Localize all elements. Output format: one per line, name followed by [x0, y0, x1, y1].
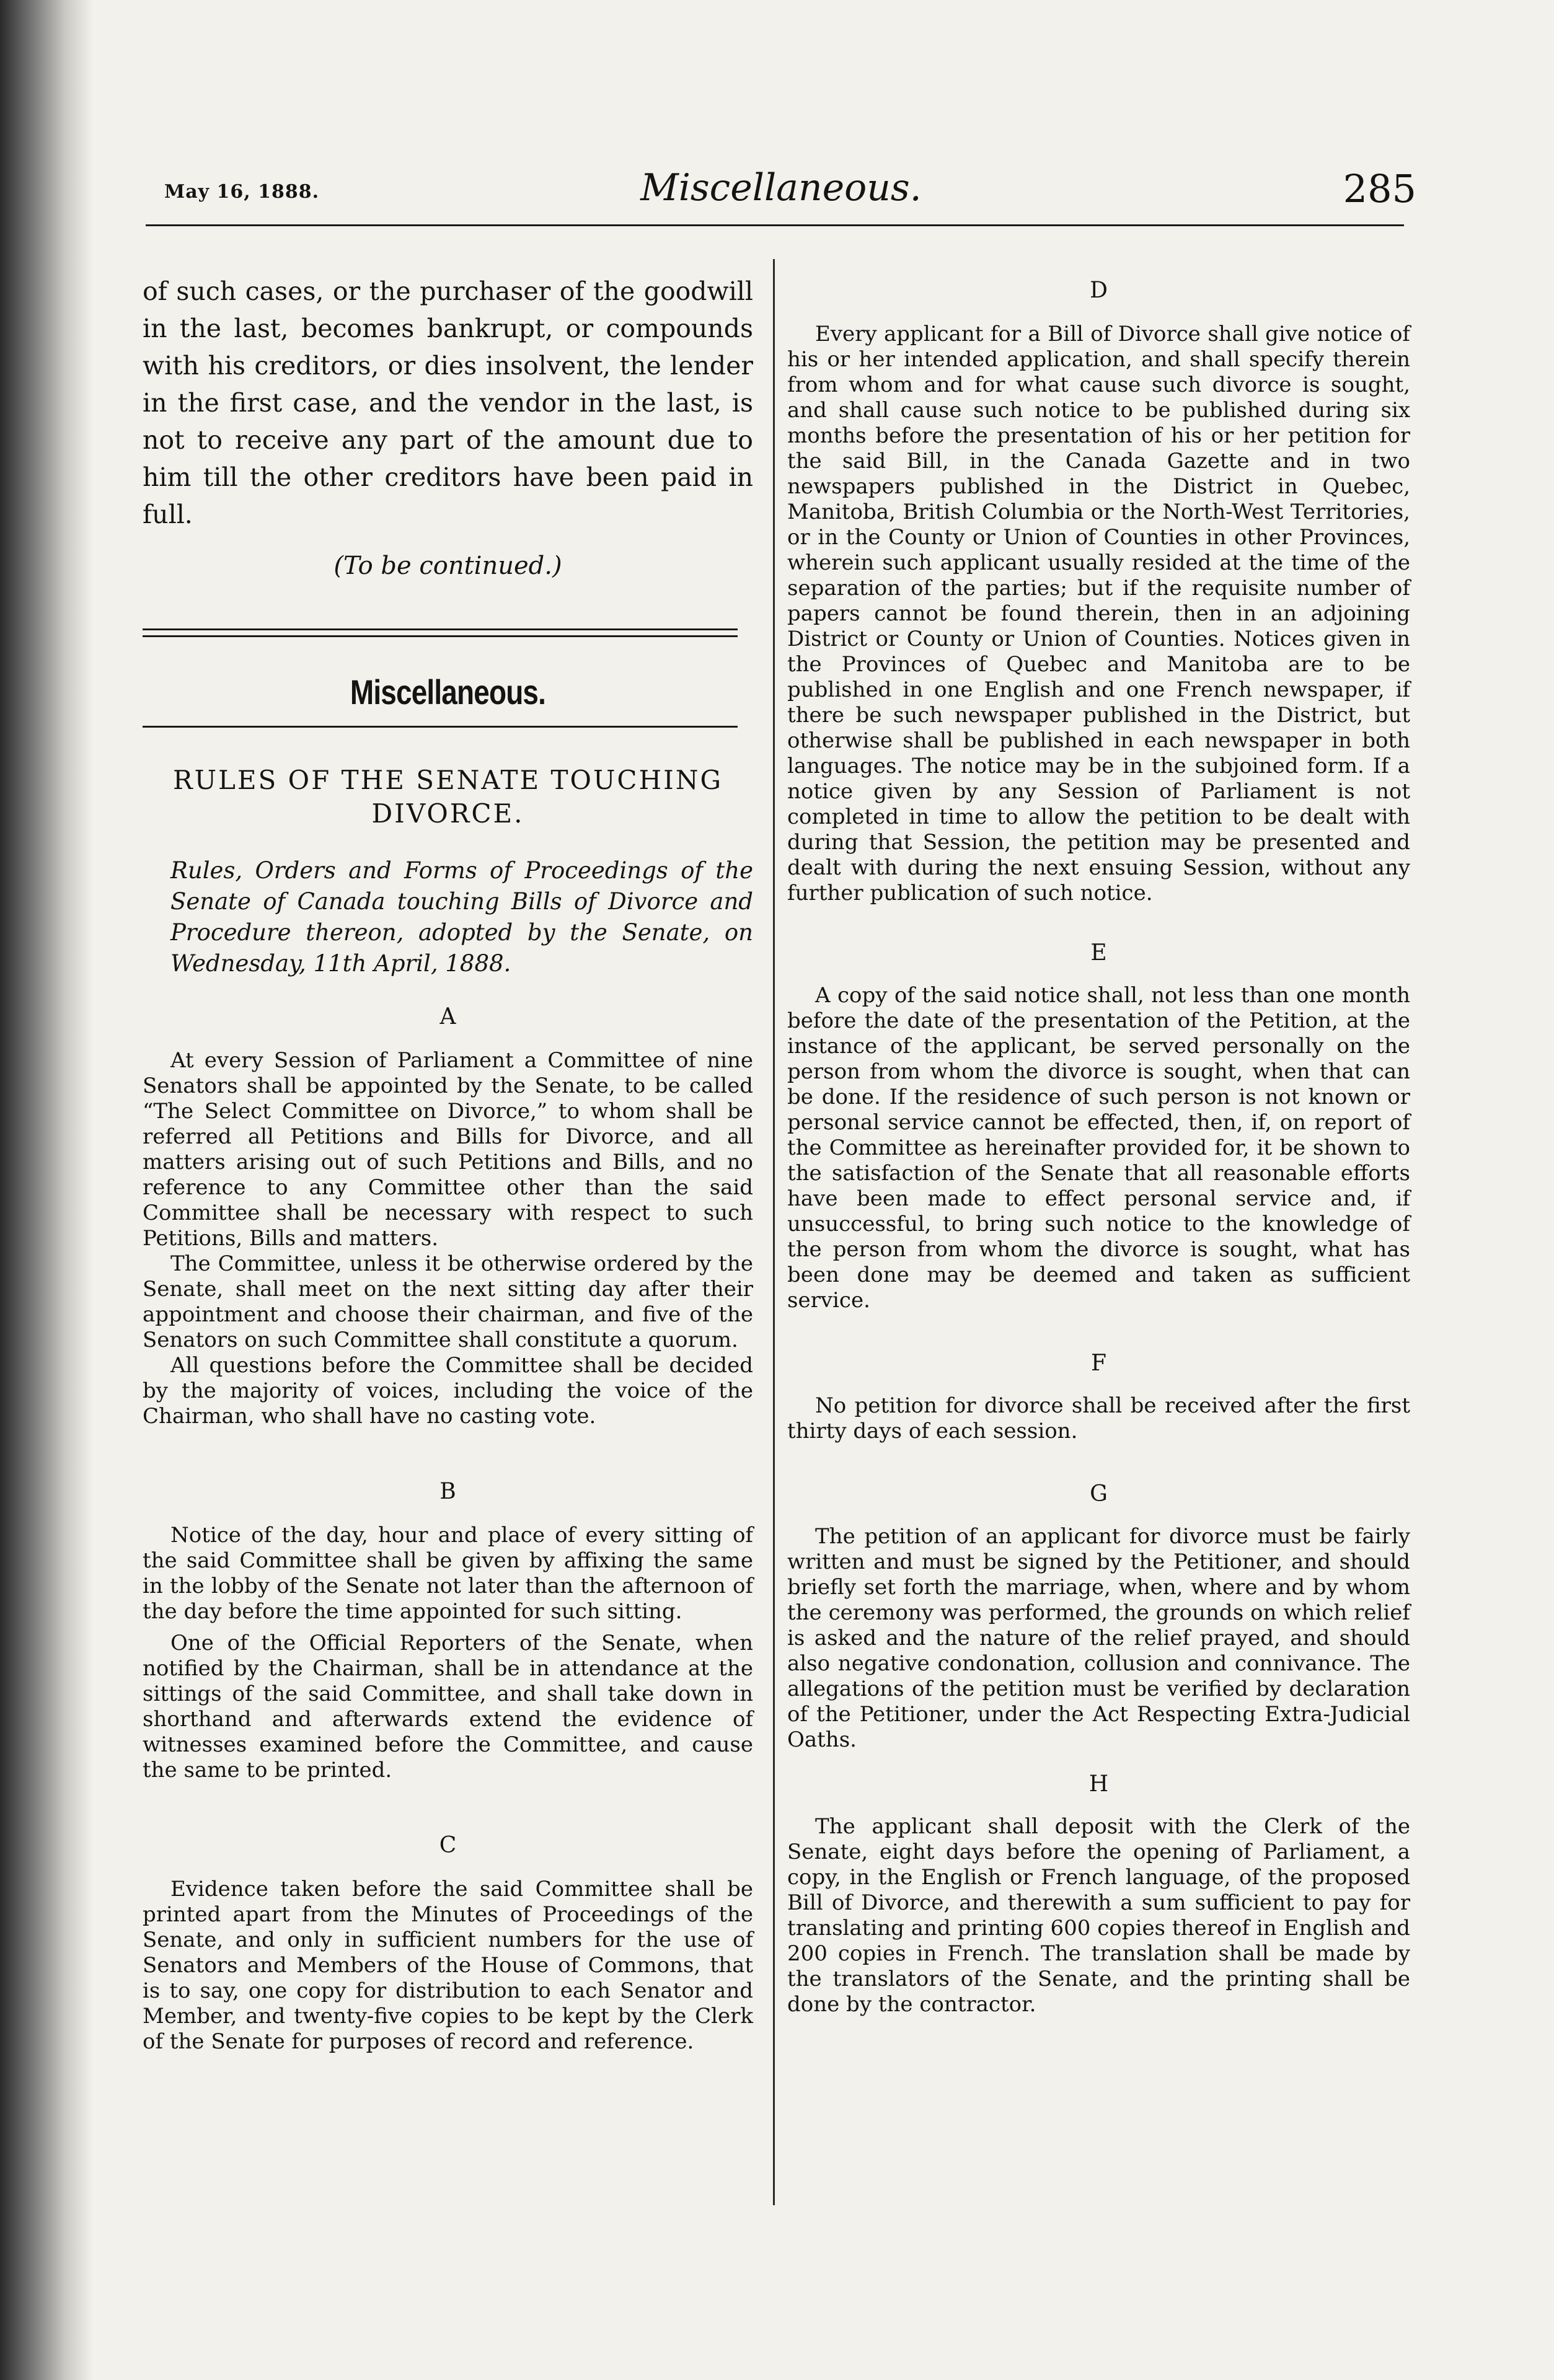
continued-paragraph: of such cases, or the purchaser of the goodwill in the last, becomes bankrupt, or compounds with his creditors, or dies insolvent, the lender in the first case, and the vendor in the last, is not to receive any part of the amount due to him till the other creditors have been paid in full. [143, 276, 753, 529]
article-subtitle: Rules, Orders and Forms of Proceedings of the Senate of Canada touching Bills of Divorce and Procedure thereon, adopted by the Senate, on Wednesday, 11th April, 1888. [170, 857, 753, 977]
section-f [787, 1393, 1410, 1444]
section-title: Miscellaneous. [350, 672, 546, 712]
section-b [143, 1523, 753, 1783]
title-rule [143, 726, 738, 728]
section-letter-c: C [439, 1833, 457, 1858]
section-h [787, 1814, 1410, 2017]
section-d [787, 322, 1410, 906]
section-g [787, 1524, 1410, 1753]
paragraph: The petition of an applicant for divorce must be fairly written and must be signed by the Petitioner, and should briefly set forth the marriage, when, where and by whom the ceremony was performed, the grounds on which relief is asked and the nature of the relief prayed, and should also negative condonation, collusion and connivance. The allegations of the petition must be verified by declaration of the Petitioner, under the Act Respecting Extra-Judicial Oaths. [787, 1524, 1410, 1752]
paragraph: The Committee, unless it be otherwise ordered by the Senate, shall meet on the next sitting day after their appointment and choose their chairman, and five of the Senators on such Committee shall constitute a quorum. [143, 1251, 753, 1352]
paragraph: Evidence taken before the said Committee shall be printed apart from the Minutes of Proceedings of the Senate, and only in sufficient numbers for the use of Senators and Members of the House of Commons, that is to say, one copy for distribution to each Senator and Member, and twenty-five copies to be kept by the Clerk of the Senate for purposes of record and reference. [143, 1877, 753, 2054]
journal-page [133, 149, 1429, 2244]
page-number: 285 [1343, 166, 1416, 211]
header-title: Miscellaneous. [640, 166, 922, 209]
paragraph: The applicant shall deposit with the Clerk of the Senate, eight days before the opening of Parliament, a copy, in the English or French language, of the proposed Bill of Divorce, and therewith a sum sufficient to pay for translating and printing 600 copies thereof in English and 200 copies in French. The translation shall be made by the translators of the Senate, and the printing shall be done by the contractor. [787, 1814, 1410, 2017]
section-letter-g: G [1090, 1481, 1108, 1507]
section-separator [143, 628, 753, 642]
to-be-continued: (To be continued.) [333, 552, 562, 580]
section-letter-e: E [1090, 940, 1107, 966]
header-date: May 16, 1888. [164, 181, 320, 203]
paragraph: No petition for divorce shall be received after the first thirty days of each session. [787, 1393, 1410, 1443]
paragraph: Every applicant for a Bill of Divorce shall give notice of his or her intended application, and shall specify therein from whom and for what cause such divorce is sought, and shall cause such notice to be published during six months before the presentation of his or her petition for the said Bill, in the Canada Gazette and in two newspapers published in the District in Quebec, Manitoba, British Columbia or the North-West Territories, or in the County or Union of Counties in other Provinces, wherein such applicant usually resided at the time of the separation of the parties; but if the requisite number of papers cannot be found therein, then in an adjoining District or County or Union of Counties. Notices given in the Provinces of Quebec and Manitoba are to be published in one English and one French newspaper, if there be such newspaper published in the District, but otherwise shall be published in each newspaper in both languages. The notice may be in the subjoined form. If a notice given by any Session of Parliament is not completed in time to allow the petition to be dealt with during that Session, the petition may be presented and dealt with during the next ensuing Session, without any further publication of such notice. [787, 322, 1410, 906]
section-letter-b: B [439, 1479, 456, 1504]
scan-shadow [0, 0, 93, 2380]
paragraph: A copy of the said notice shall, not less than one month before the date of the presentation of the Petition, at the instance of the applicant, be served personally on the person from whom the divorce is sought, when that can be done. If the residence of such person is not known or personal service cannot be effected, then, if, on report of the Committee as hereinafter provided for, it be shown to the satisfaction of the Senate that all reasonable efforts have been made to effect personal service and, if unsuccessful, to bring such notice to the knowledge of the person from whom the divorce is sought, what has been done may be deemed and taken as sufficient service. [787, 983, 1410, 1313]
header-rule [146, 224, 1404, 226]
section-letter-h: H [1088, 1771, 1109, 1797]
section-letter-a: A [439, 1004, 456, 1029]
section-c [143, 1877, 753, 2055]
article-heading: RULES OF THE SENATE TOUCHING DIVORCE. [172, 765, 723, 829]
paragraph: Notice of the day, hour and place of every sitting of the said Committee shall be given by affixing the same in the lobby of the Senate not later than the afternoon of the day before the time appointed for such sitting. [143, 1523, 753, 1624]
paragraph: All questions before the Committee shall be decided by the majority of voices, including the voice of the Chairman, who shall have no casting vote. [143, 1353, 753, 1429]
paragraph: At every Session of Parliament a Committee of nine Senators shall be appointed by the Senate, to be called “The Select Committee on Divorce,” to whom shall be referred all Petitions and Bills for Divorce, and all matters arising out of such Petitions and Bills, and no reference to any Committee other than the said Committee shall be necessary with respect to such Petitions, Bills and matters. [143, 1048, 753, 1251]
right-column [762, 273, 1410, 2225]
section-letter-f: F [1091, 1351, 1106, 1376]
running-header [133, 149, 1429, 229]
left-column [143, 273, 753, 2225]
section-e [787, 983, 1410, 1313]
section-letter-d: D [1090, 278, 1108, 303]
section-a [143, 1048, 753, 1429]
paragraph: One of the Official Reporters of the Senate, when notified by the Chairman, shall be in attendance at the sittings of the said Committee, and shall take down in shorthand and afterwards extend the evidence of witnesses examined before the Committee, and cause the same to be printed. [143, 1631, 753, 1783]
